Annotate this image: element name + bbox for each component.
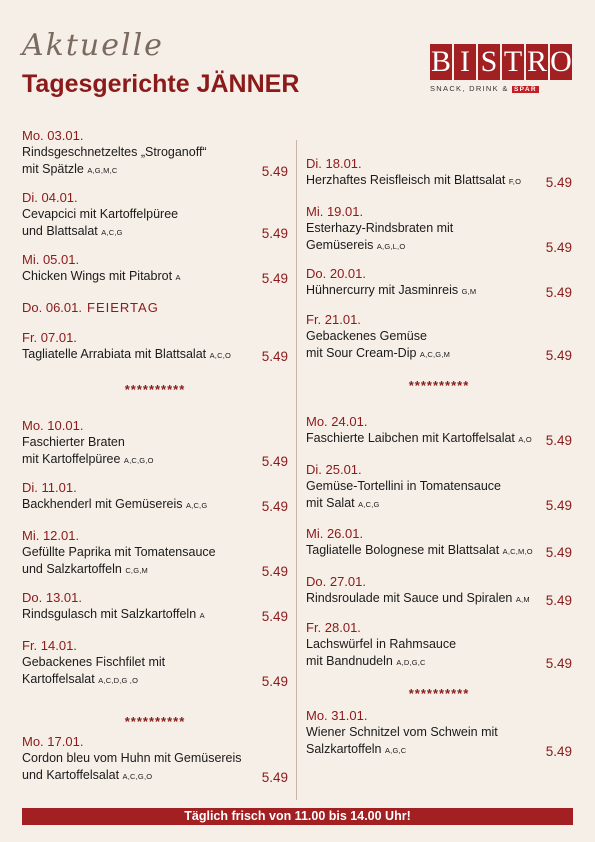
dish-line — [22, 223, 288, 241]
price: 5.49 — [261, 564, 288, 579]
allergen-codes: A,C,G,O — [123, 456, 154, 465]
dish-line — [306, 653, 572, 671]
dish-line — [306, 590, 572, 608]
price: 5.49 — [545, 656, 572, 671]
dish-line — [306, 345, 572, 363]
menu-entry — [22, 418, 288, 469]
menu-entry-date — [22, 330, 288, 346]
menu-entry-date — [22, 638, 288, 654]
dish-line — [22, 144, 288, 161]
allergen-codes: A,D,G,C — [396, 658, 426, 667]
price: 5.49 — [261, 770, 288, 785]
allergen-codes: A,G,L,O — [376, 242, 406, 251]
menu-entry — [22, 638, 288, 689]
dish-line — [22, 671, 288, 689]
allergen-codes: A,M — [515, 595, 530, 604]
menu-entry-date — [306, 708, 572, 724]
dish-line — [306, 724, 572, 741]
dish-line — [22, 161, 288, 179]
date-text: Mi. 12.01. — [22, 528, 80, 543]
spar-badge: SPAR — [514, 86, 537, 93]
logo-subtitle — [430, 84, 574, 93]
dish-text: Hühnercurry mit Jasminreis — [306, 283, 462, 297]
menu-entry — [22, 528, 288, 579]
price: 5.49 — [261, 226, 288, 241]
price: 5.49 — [545, 744, 572, 759]
menu-entry — [306, 204, 572, 255]
price: 5.49 — [261, 349, 288, 364]
date-text: Mi. 26.01. — [306, 526, 364, 541]
dish-line — [22, 544, 288, 561]
dish-line — [306, 282, 572, 300]
menu-entry — [22, 480, 288, 514]
dish-text: Rindsroulade mit Sauce und Spiralen — [306, 591, 516, 605]
menu-entry — [306, 156, 572, 190]
dish-line — [22, 767, 288, 785]
menu-entry-date — [22, 734, 288, 750]
menu-entry — [306, 462, 572, 513]
page-title: Tagesgerichte JÄNNER — [22, 70, 300, 98]
dish-line — [22, 434, 288, 451]
dish-text: und Kartoffelsalat — [22, 768, 123, 782]
menu-entry — [22, 252, 288, 286]
script-title: Aktuelle — [22, 28, 164, 63]
menu-entry-date — [22, 528, 288, 544]
menu-entry — [306, 620, 572, 671]
price: 5.49 — [261, 674, 288, 689]
allergen-codes: A,C,G — [358, 500, 380, 509]
price: 5.49 — [261, 609, 288, 624]
price: 5.49 — [261, 164, 288, 179]
dish-line — [306, 220, 572, 237]
header — [0, 0, 595, 118]
dish-text: mit Sour Cream-Dip — [306, 346, 420, 360]
menu-entry-date — [306, 266, 572, 282]
menu-entry-date — [306, 312, 572, 328]
dish-text: Chicken Wings mit Pitabrot — [22, 269, 176, 283]
menu-entry — [306, 574, 572, 608]
dish-line — [22, 268, 288, 286]
menu-entry — [22, 330, 288, 364]
dish-line — [306, 542, 572, 560]
price: 5.49 — [261, 454, 288, 469]
opening-hours-banner: Täglich frisch von 11.00 bis 14.00 Uhr! — [22, 808, 573, 825]
dish-text: Herzhaftes Reisfleisch mit Blattsalat — [306, 173, 509, 187]
menu-entry-date — [22, 128, 288, 144]
dish-text: mit Bandnudeln — [306, 654, 397, 668]
dish-line — [306, 495, 572, 513]
dish-text: Faschierter Braten — [22, 435, 125, 449]
dish-line — [306, 237, 572, 255]
date-text: Di. 18.01. — [306, 156, 362, 171]
date-text: Fr. 14.01. — [22, 638, 77, 653]
logo-letter: S — [478, 44, 500, 80]
dish-line — [306, 478, 572, 495]
price: 5.49 — [545, 433, 572, 448]
date-text: Di. 25.01. — [306, 462, 362, 477]
logo-letter: B — [430, 45, 451, 78]
dish-text: und Blattsalat — [22, 224, 102, 238]
price: 5.49 — [261, 271, 288, 286]
date-text: Do. 20.01. — [306, 266, 366, 281]
menu-entry-date — [306, 414, 572, 430]
dish-text: Tagliatelle Arrabiata mit Blattsalat — [22, 347, 210, 361]
dish-text: mit Salat — [306, 496, 359, 510]
logo-letter: T — [503, 45, 523, 78]
column-divider — [296, 140, 297, 800]
menu-entry-date — [22, 480, 288, 496]
holiday-label: FEIERTAG — [87, 300, 159, 315]
dish-line — [22, 206, 288, 223]
dish-text: Gebackenes Gemüse — [306, 329, 427, 343]
dish-text: Gemüse-Tortellini in Tomatensauce — [306, 479, 502, 493]
menu-entry-date — [306, 156, 572, 172]
menu-entry-date — [306, 574, 572, 590]
allergen-codes: A,C,G — [185, 501, 208, 510]
bistro-logo — [430, 44, 574, 96]
menu-entry-date — [306, 526, 572, 542]
date-text: Mo. 10.01. — [22, 418, 84, 433]
price: 5.49 — [545, 593, 572, 608]
dish-text: und Salzkartoffeln — [22, 562, 126, 576]
allergen-codes: A,O — [518, 435, 532, 444]
allergen-codes: G,M — [461, 287, 477, 296]
menu-entry — [306, 312, 572, 363]
date-text: Mi. 05.01. — [22, 252, 80, 267]
star-separator: ********** — [124, 382, 186, 397]
allergen-codes: A,C,G,O — [122, 772, 153, 781]
menu-entry-date — [22, 418, 288, 434]
date-text: Fr. 28.01. — [306, 620, 361, 635]
date-text: Mo. 03.01. — [22, 128, 84, 143]
date-text: Mo. 31.01. — [306, 708, 368, 723]
logo-letter: I — [454, 44, 476, 80]
allergen-codes: A,C,G — [101, 228, 123, 237]
dish-text: Tagliatelle Bolognese mit Blattsalat — [306, 543, 503, 557]
menu-entry-date — [306, 620, 572, 636]
star-separator: ********** — [408, 686, 470, 701]
date-text: Do. 27.01. — [306, 574, 366, 589]
dish-text: Salzkartoffeln — [306, 742, 385, 756]
date-text: Do. 06.01. — [22, 300, 82, 315]
date-text: Mo. 24.01. — [306, 414, 368, 429]
dish-text: Wiener Schnitzel vom Schwein mit — [306, 725, 498, 739]
allergen-codes: A,C,G,M — [419, 350, 451, 359]
dish-line — [306, 636, 572, 653]
dish-text: Gefüllte Paprika mit Tomatensauce — [22, 545, 216, 559]
dish-line — [22, 750, 288, 767]
price: 5.49 — [545, 175, 572, 190]
date-text: Fr. 07.01. — [22, 330, 77, 345]
price: 5.49 — [545, 240, 572, 255]
menu-entry-date — [306, 204, 572, 220]
menu-entry — [306, 266, 572, 300]
menu-entry-date — [22, 190, 288, 206]
dish-text: Lachswürfel in Rahmsauce — [306, 637, 457, 651]
allergen-codes: A,C,D,G ,O — [98, 676, 139, 685]
price: 5.49 — [545, 498, 572, 513]
menu-entry — [22, 300, 288, 316]
menu-entry-date — [306, 462, 572, 478]
dish-line — [306, 430, 572, 448]
logo-subtitle-text: SNACK, DRINK & — [430, 84, 509, 93]
allergen-codes: A — [175, 273, 181, 282]
dish-text: Cevapcici mit Kartoffelpüree — [22, 207, 179, 221]
allergen-codes: A,G,C — [384, 746, 407, 755]
allergen-codes: C,G,M — [125, 566, 148, 575]
price: 5.49 — [545, 285, 572, 300]
dish-line — [306, 328, 572, 345]
dish-text: Faschierte Laibchen mit Kartoffelsalat — [306, 431, 519, 445]
star-separator: ********** — [124, 714, 186, 729]
dish-line — [22, 451, 288, 469]
dish-text: Gemüsereis — [306, 238, 377, 252]
date-text: Mi. 19.01. — [306, 204, 364, 219]
menu-entry — [22, 734, 288, 785]
menu-entry-date — [22, 590, 288, 606]
dish-text: Rindsgulasch mit Salzkartoffeln — [22, 607, 200, 621]
logo-letter: O — [550, 45, 572, 78]
dish-text: mit Spätzle — [22, 162, 88, 176]
allergen-codes: A,C,O — [209, 351, 232, 360]
dish-text: Backhenderl mit Gemüsereis — [22, 497, 186, 511]
allergen-codes: A,C,M,O — [502, 547, 533, 556]
menu-entry — [22, 590, 288, 624]
allergen-codes: A — [199, 611, 205, 620]
price: 5.49 — [545, 545, 572, 560]
menu-entry — [306, 526, 572, 560]
dish-line — [306, 172, 572, 190]
dish-text: Esterhazy-Rindsbraten mit — [306, 221, 454, 235]
allergen-codes: F,O — [508, 177, 522, 186]
menu-entry — [22, 190, 288, 241]
date-text: Di. 11.01. — [22, 480, 77, 495]
date-text: Fr. 21.01. — [306, 312, 361, 327]
price: 5.49 — [261, 499, 288, 514]
menu-entry — [22, 128, 288, 179]
dish-text: Cordon bleu vom Huhn mit Gemüsereis — [22, 751, 242, 765]
date-text: Mo. 17.01. — [22, 734, 84, 749]
menu-entry — [306, 414, 572, 448]
dish-line — [22, 496, 288, 514]
dish-line — [22, 561, 288, 579]
price: 5.49 — [545, 348, 572, 363]
menu-entry-date — [22, 252, 288, 268]
date-text: Do. 13.01. — [22, 590, 82, 605]
dish-line — [22, 606, 288, 624]
menu-entry-date — [22, 300, 288, 316]
dish-text: mit Kartoffelpüree — [22, 452, 124, 466]
dish-line — [306, 741, 572, 759]
allergen-codes: A,G,M,C — [87, 166, 118, 175]
date-text: Di. 04.01. — [22, 190, 78, 205]
logo-letters — [430, 44, 574, 80]
dish-line — [22, 346, 288, 364]
menu-entry — [306, 708, 572, 759]
dish-text: Gebackenes Fischfilet mit — [22, 655, 166, 669]
logo-letter: R — [526, 45, 547, 78]
star-separator: ********** — [408, 378, 470, 393]
dish-text: Kartoffelsalat — [22, 672, 99, 686]
dish-text: Rindsgeschnetzeltes „Stroganoff“ — [22, 145, 207, 159]
dish-line — [22, 654, 288, 671]
